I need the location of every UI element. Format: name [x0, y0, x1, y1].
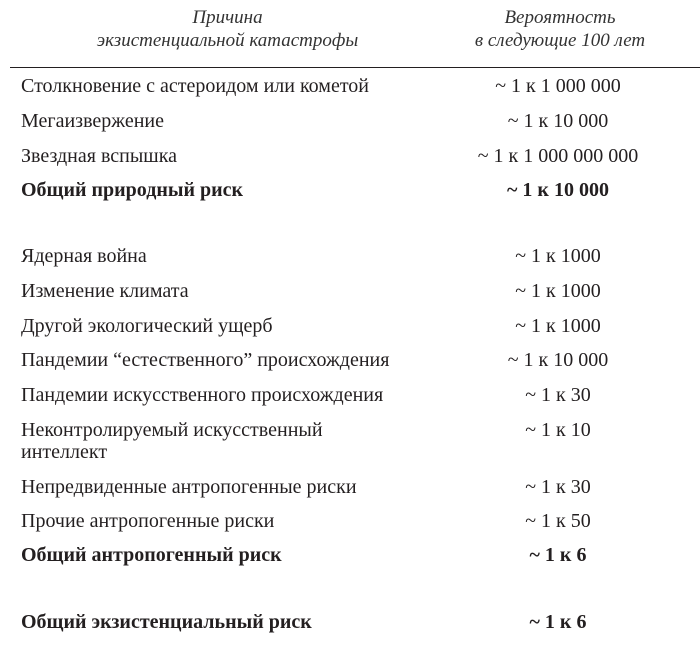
header-cause-line1: Причина	[192, 7, 263, 28]
cause-cell: Пандемии “естественного” происхождения	[21, 349, 390, 371]
probability-cell: ~ 1 к 1 000 000	[495, 75, 621, 97]
cause-cell: Общий антропогенный риск	[21, 544, 282, 566]
cause-cell: Общий природный риск	[21, 179, 244, 201]
header-cause	[65, 6, 390, 52]
cause-cell: Неконтролируемый искусственный интеллект	[21, 419, 323, 463]
probability-cell: ~ 1 к 10	[525, 419, 591, 441]
probability-cell: ~ 1 к 30	[525, 476, 591, 498]
probability-cell: ~ 1 к 1 000 000 000	[477, 145, 639, 167]
header-divider	[10, 67, 700, 68]
cause-cell: Прочие антропогенные риски	[21, 510, 275, 532]
cause-cell: Общий экзистенциальный риск	[21, 611, 312, 633]
cause-cell: Пандемии искусственного происхождения	[21, 384, 384, 406]
probability-cell: ~ 1 к 30	[525, 384, 591, 406]
probability-cell: ~ 1 к 10 000	[507, 179, 609, 201]
probability-cell: ~ 1 к 6	[529, 544, 587, 566]
probability-cell: ~ 1 к 6	[529, 611, 587, 633]
header-probability-line1: Вероятность	[504, 7, 616, 28]
cause-cell: Другой экологический ущерб	[21, 315, 273, 337]
probability-cell: ~ 1 к 10 000	[507, 110, 609, 132]
header-cause-line2: экзистенциальной катастрофы	[96, 30, 359, 51]
cause-cell: Изменение климата	[21, 280, 189, 302]
cause-cell: Мегаизвержение	[21, 110, 164, 132]
cause-cell: Ядерная война	[21, 245, 147, 267]
cause-cell: Непредвиденные антропогенные риски	[21, 476, 357, 498]
probability-cell: ~ 1 к 1000	[515, 315, 601, 337]
cause-cell: Столкновение с астероидом или кометой	[21, 75, 369, 97]
probability-cell: ~ 1 к 50	[525, 510, 591, 532]
header-probability	[455, 6, 665, 52]
cause-cell: Звездная вспышка	[21, 145, 177, 167]
probability-cell: ~ 1 к 1000	[515, 280, 601, 302]
probability-cell: ~ 1 к 10 000	[507, 349, 609, 371]
header-probability-line2: в следующие 100 лет	[474, 30, 646, 51]
probability-cell: ~ 1 к 1000	[515, 245, 601, 267]
